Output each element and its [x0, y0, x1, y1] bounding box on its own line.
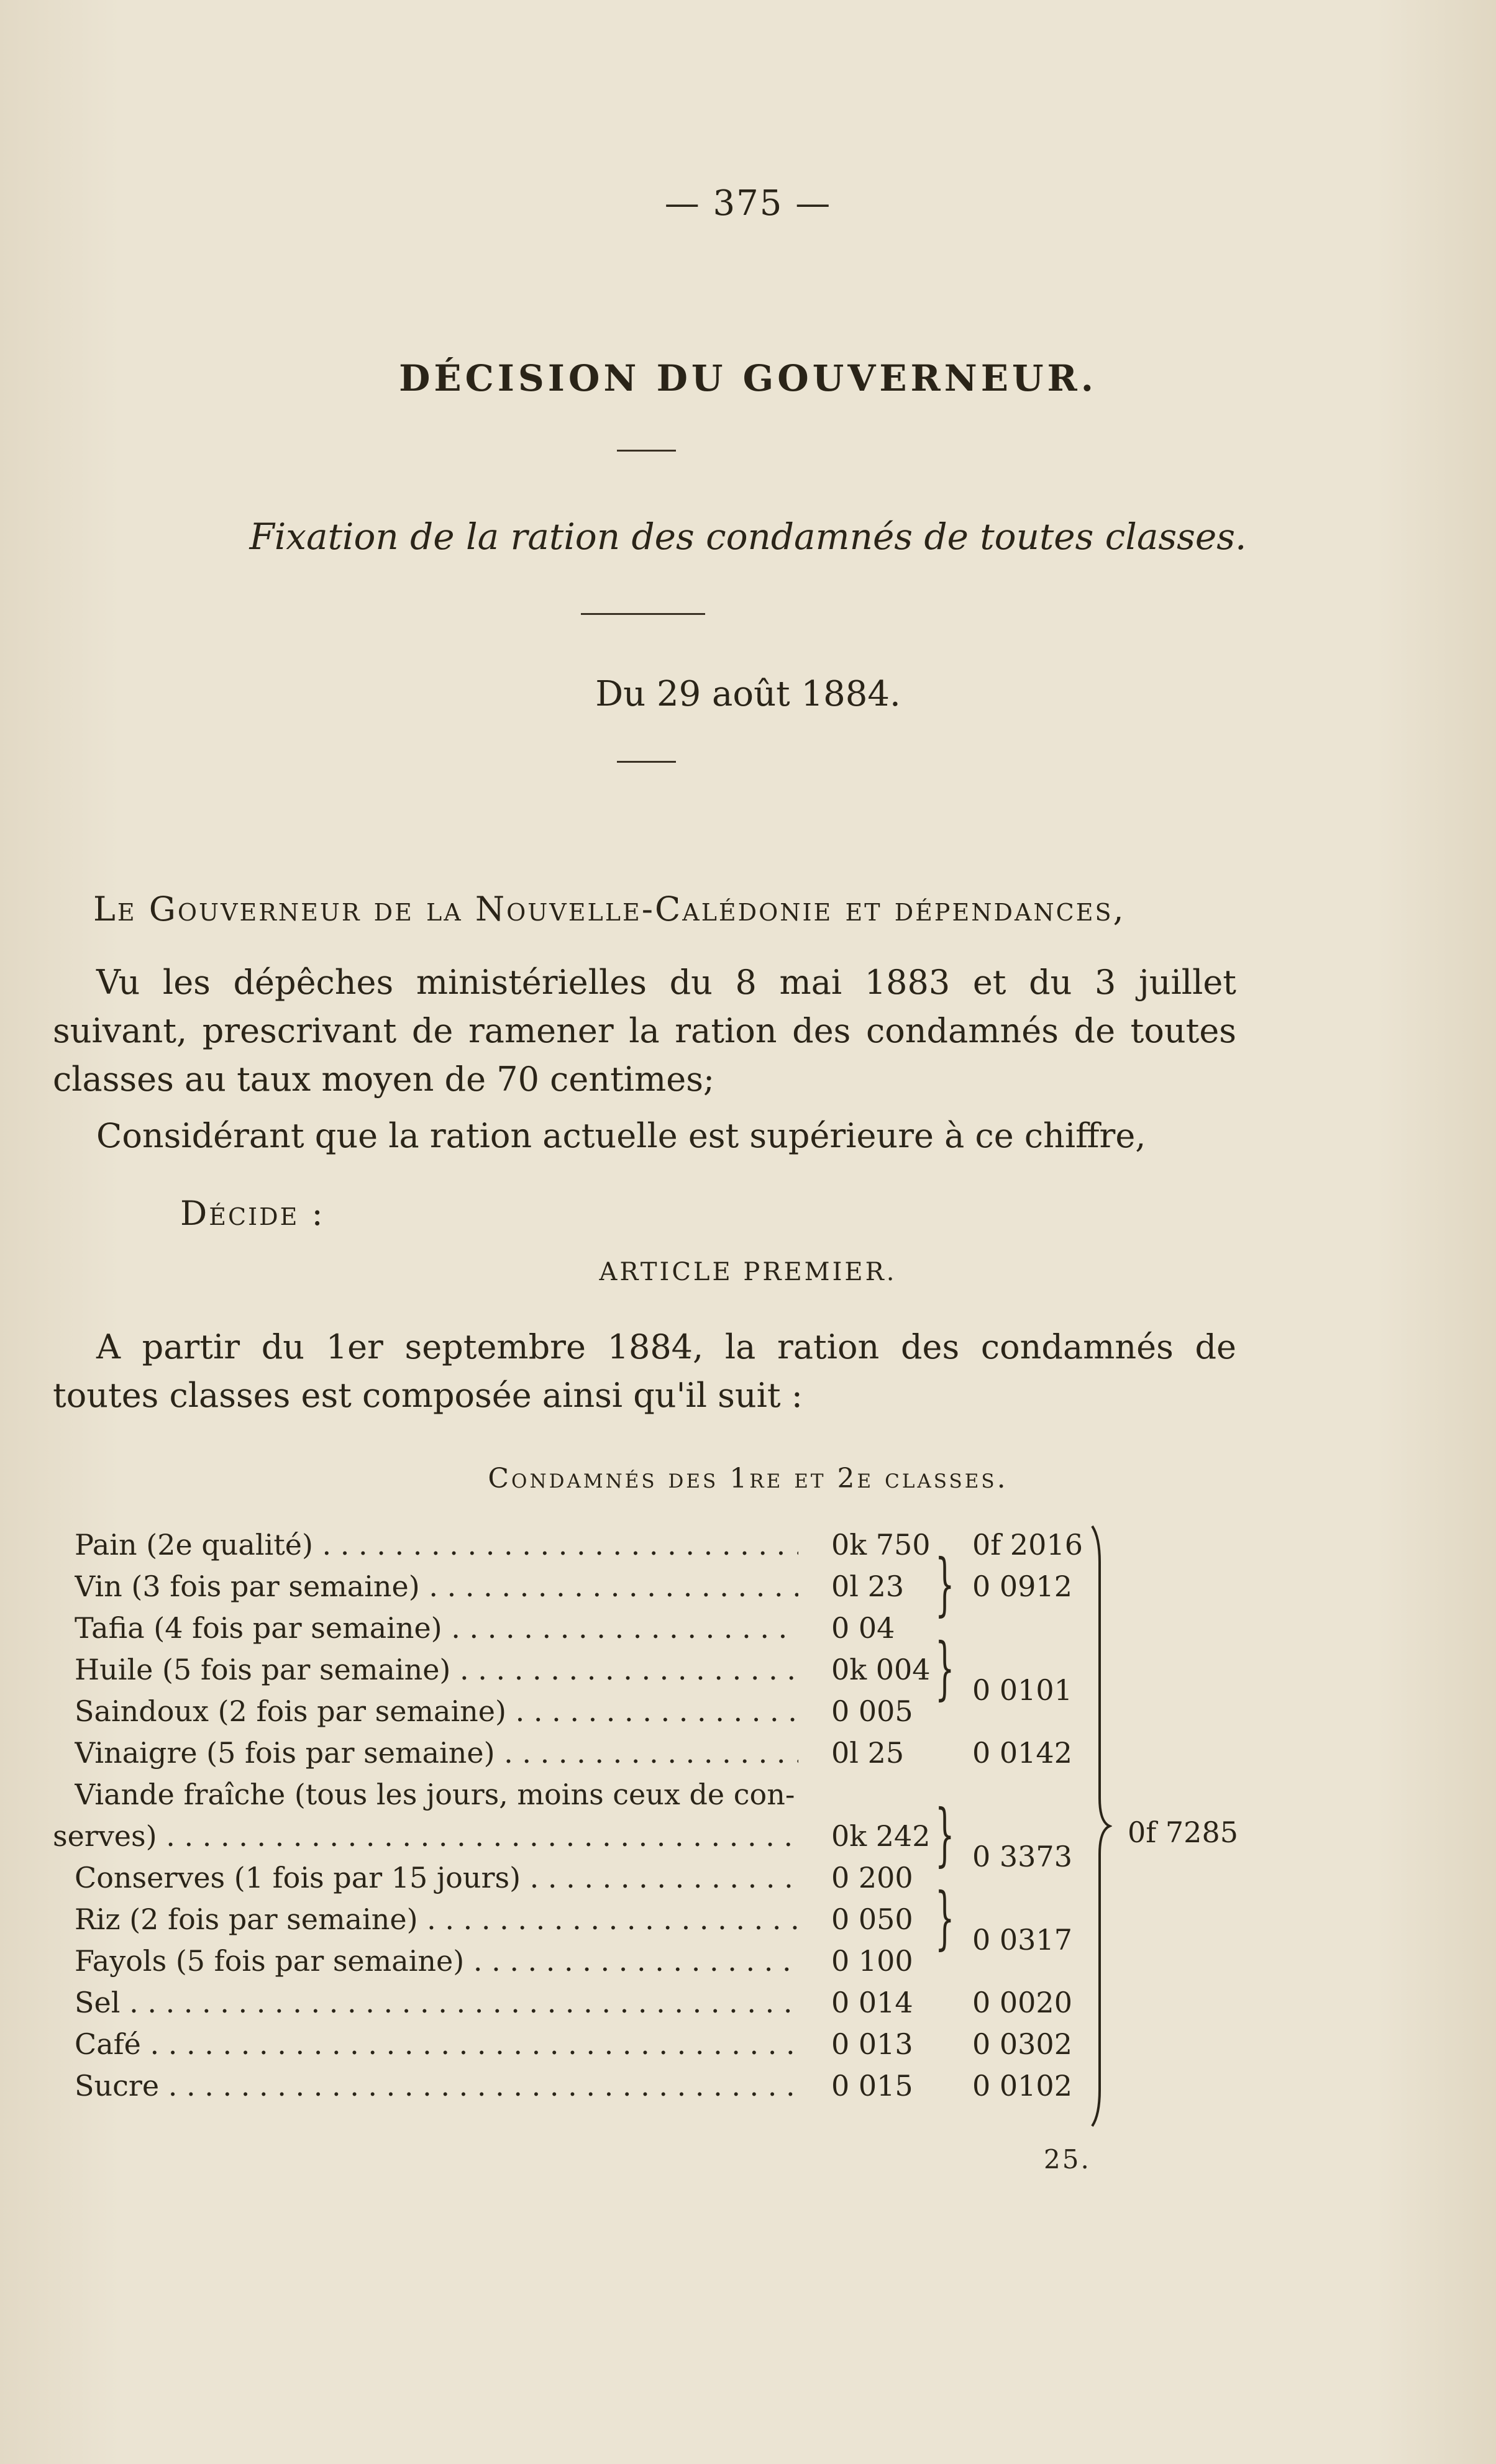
row-item: Sel . . . [75, 1983, 798, 2022]
row-item: Fayols (5 fois par semaine) . . . [75, 1941, 798, 1981]
paragraph-vu: Vu les dépêches ministérielles du 8 mai 1883 et du 3 juillet suivant, prescrivant de ramener la ration des condamnés de toutes classes au taux moyen de 70 centimes; [53, 963, 1236, 1099]
divider-3 [617, 761, 676, 763]
page-title: DÉCISION DU GOUVERNEUR. [399, 357, 1097, 399]
page-number: — 375 — [664, 183, 832, 224]
row-quantity: 0k 750 [831, 1528, 931, 1562]
governor-line: Le Gouverneur de la Nouvelle-Calédonie et dépendances, [93, 889, 1126, 929]
divider-1 [617, 450, 676, 452]
row-quantity: 0 013 [831, 2027, 913, 2061]
row-item: Vin (3 fois par semaine) . . . [75, 1566, 798, 1606]
row-item: Huile (5 fois par semaine) . . . [75, 1650, 798, 1689]
row-item: serves) . . . [53, 1816, 798, 1856]
brace-icon: } [935, 1628, 955, 1707]
total-brace-icon [1087, 1525, 1112, 2127]
row-item: Sucre . . . [75, 2066, 798, 2106]
group-cost: 0 0912 [972, 1570, 1072, 1603]
row-item: Vinaigre (5 fois par semaine) . . . [75, 1733, 798, 1773]
brace-icon: } [935, 1878, 955, 1957]
row-item: Saindoux (2 fois par semaine) . . . [75, 1691, 798, 1731]
row-quantity: 0k 004 [831, 1653, 931, 1686]
group-cost: 0 0317 [972, 1923, 1072, 1957]
divider-2 [581, 613, 705, 615]
row-cost: 0f 2016 [972, 1528, 1083, 1562]
article-heading: ARTICLE PREMIER. [599, 1258, 897, 1286]
row-cost: 0 0102 [972, 2069, 1072, 2103]
total-cost: 0f 7285 [1128, 1816, 1238, 1849]
row-item: Pain (2e qualité) . . . [75, 1525, 798, 1565]
group-cost: 0 0101 [972, 1673, 1072, 1707]
subtitle: Fixation de la ration des condamnés de toutes classes. [249, 516, 1247, 558]
brace-icon: } [935, 1794, 955, 1874]
row-item: Tafia (4 fois par semaine) . . . [75, 1608, 798, 1648]
row-quantity: 0 04 [831, 1611, 895, 1645]
group-cost: 0 3373 [972, 1840, 1072, 1873]
row-item: Conserves (1 fois par 15 jours) . . . [75, 1858, 798, 1898]
row-cost: 0 0020 [972, 1986, 1072, 2019]
row-quantity: 0l 25 [831, 1736, 905, 1770]
brace-icon: } [935, 1544, 955, 1624]
row-quantity: 0 005 [831, 1694, 913, 1728]
date-line: Du 29 août 1884. [595, 674, 901, 714]
row-item: Viande fraîche (tous les jours, moins ceux de con- [75, 1778, 795, 1811]
row-quantity: 0k 242 [831, 1819, 931, 1853]
row-quantity: 0 100 [831, 1944, 913, 1978]
row-quantity: 0l 23 [831, 1570, 905, 1603]
row-item: Café . . . [75, 2024, 798, 2064]
row-quantity: 0 050 [831, 1903, 913, 1936]
row-cost: 0 0142 [972, 1736, 1072, 1770]
row-quantity: 0 200 [831, 1861, 913, 1894]
decide-line: Décide : [180, 1194, 325, 1233]
row-quantity: 0 015 [831, 2069, 913, 2103]
row-item: Riz (2 fois par semaine) . . . [75, 1899, 798, 1939]
row-quantity: 0 014 [831, 1986, 913, 2019]
signature-mark: 25. [1044, 2144, 1091, 2175]
article-text: A partir du 1er septembre 1884, la ration des condamnés de toutes classes est composée ainsi qu'il suit : [53, 1327, 1236, 1415]
paragraph-considerant: Considérant que la ration actuelle est supérieure à ce chiffre, [96, 1116, 1146, 1155]
table-heading: Condamnés des 1re et 2e classes. [488, 1463, 1008, 1494]
row-cost: 0 0302 [972, 2027, 1072, 2061]
